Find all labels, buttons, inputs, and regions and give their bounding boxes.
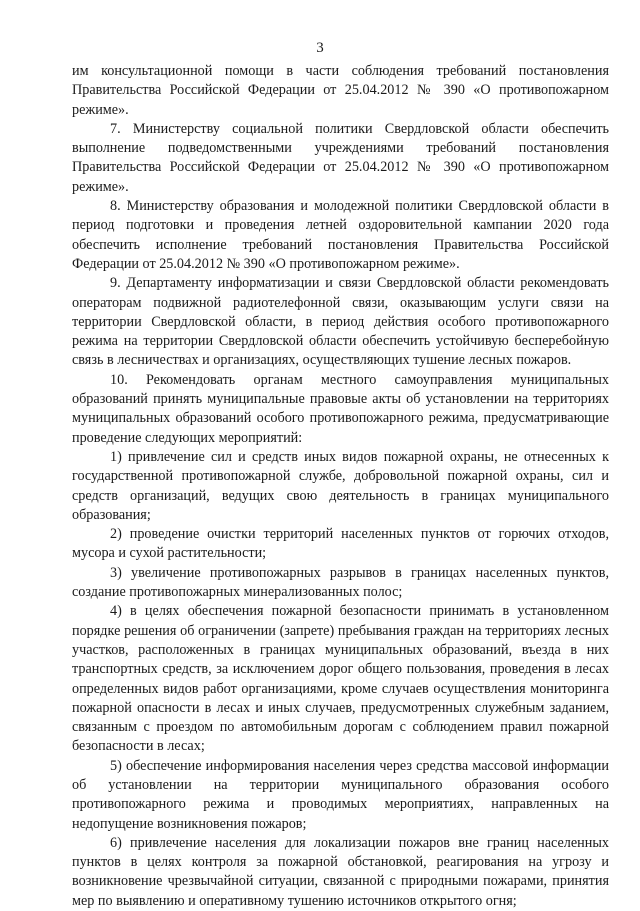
subitem-6: 6) привлечение населения для локализации пожаров вне границ населенных пунктов в целях контроля за пожарной обстановкой, реагирования на угрозу и возникновение чрезвычайной ситуации, связанной с природными пожарами, принятия мер по выявлению и оперативному тушению источников открытого огня; (72, 834, 609, 909)
paragraph-continuation: им консультационной помощи в части соблюдения требований постановления Правительства Российской Федерации от 25.04.2012 № 390 «О противопожарном режиме». (72, 63, 609, 118)
subitem-1: 1) привлечение сил и средств иных видов пожарной охраны, не отнесенных к государственной противопожарной службе, добровольной пожарной охраны, сил и средств организаций, ведущих свою деятельность в границах муниципального образования; (72, 448, 609, 523)
document-body (72, 62, 609, 911)
paragraph-item-8: 8. Министерству образования и молодежной политики Свердловской области в период подготовки и проведения летней оздоровительной кампании 2020 года обеспечить исполнение требований постановления Правительства Российской Федерации от 25.04.2012 № 390 «О противопожарном режиме». (72, 198, 609, 272)
paragraph-item-9: 9. Департаменту информатизации и связи Свердловской области рекомендовать операторам подвижной радиотелефонной связи, оказывающим услуги связи на территории Свердловской области, в период действия особого противопожарного режима на территории Свердловской области обеспечить устойчивую бесперебойную связь в лесничествах и организациях, осуществляющих тушение лесных пожаров. (72, 275, 609, 369)
subitem-3: 3) увеличение противопожарных разрывов в границах населенных пунктов, создание противопожарных минерализованных полос; (72, 564, 609, 601)
paragraph-item-7: 7. Министерству социальной политики Свердловской области обеспечить выполнение подведомственными учреждениями требований постановления Правительства Российской Федерации от 25.04.2012 № 390 «О противопожарном режиме». (72, 120, 609, 195)
paragraph-item-10: 10. Рекомендовать органам местного самоуправления муниципальных образований принять муниципальные правовые акты об установлении на территориях муниципальных образований особого противопожарного режима, предусматривающие проведение следующих мероприятий: (72, 371, 609, 446)
page-number: 3 (316, 40, 324, 56)
subitem-4: 4) в целях обеспечения пожарной безопасности принимать в установленном порядке решения об ограничении (запрете) пребывания граждан на территориях лесных участков, расположенных в границах муниципальных образований, въезда в них транспортных средств, за исключением дорог общего пользования, проведения в лесах определенных видов работ организациями, кроме случаев осуществления мониторинга пожарной опасности в лесах и иных случаев, предусмотренных служебным заданием, связанным с проездом по автомобильным дорогам с соблюдением правил пожарной безопасности в лесах; (72, 603, 609, 755)
subitem-5: 5) обеспечение информирования населения через средства массовой информации об установлении на территории муниципального образования особого противопожарного режима и проводимых мероприятиях, направленных на недопущение возникновения пожаров; (72, 757, 609, 832)
subitem-2: 2) проведение очистки территорий населенных пунктов от горючих отходов, мусора и сухой растительности; (72, 526, 609, 562)
